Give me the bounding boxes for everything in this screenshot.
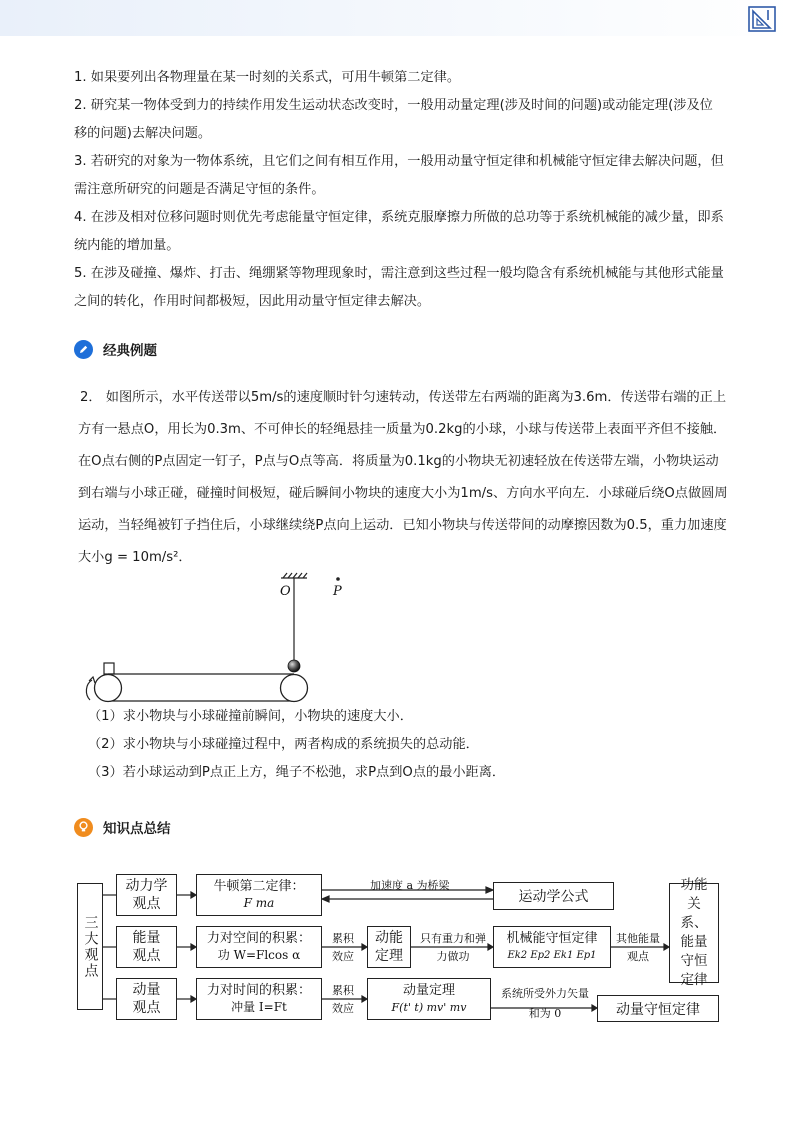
kinetic-theorem-label: 动能定理 [375,930,403,964]
triangle-ruler-icon [748,6,776,32]
bridge-label: 加速度 a 为桥梁 [370,879,450,892]
accum-effect-2: 累积效应 [332,984,354,1015]
momentum-cons-label: 动量守恒定律 [616,1001,700,1018]
impulse-formula: 冲量 I=Ft [231,1000,287,1014]
energy-view-label: 能量观点 [132,930,161,964]
momentum-view-box [116,978,177,1020]
question-2: （2）求小物块与小球碰撞过程中，两者构成的系统损失的总动能． [88,737,479,752]
accum-effect-1: 累积效应 [332,932,354,963]
problem-statement: 2． 如图所示，水平传送带以5m/s的速度顺时针匀速转动，传送带左右两端的距离为3.6m．传送带右端的正上方有一悬点O，用长为0.3m、不可伸长的轻绳悬挂一质量为0.2kg的小球，小球与传送带上表面平齐但不接触．在O点右侧的P点固定一钉子，P点与O点等高．将质量为0.1kg的小物块无初速轻放在传送带左端，小物块运动到右端与小球正碰，碰撞时间极短，碰后瞬间小物块的速度大小为1m/s、方向水平向左．小球碰后绕O点做圆周运动，当轻绳被钉子挡住后，小球继续绕P点向上运动．已知小物块与传送带间的动摩擦因数为0.5，重力加速度大小g = 10m/s²． [78,390,728,565]
rotation-arrow-icon [86,680,92,700]
conveyor-belt [95,674,308,702]
summary-point-4: 4. 在涉及相对位移问题时则优先考虑能量守恒定律，系统克服摩擦力所做的总功等于系统机械能的减少量，即系统内能的增加量。 [74,210,724,253]
only-gravity-label: 只有重力和弹力做功 [420,932,486,963]
mech-formula: Ek2 Ep2 Ek1 Ep1 [507,950,597,961]
section-heading-summary [74,816,171,838]
other-energy-label: 其他能量观点 [616,932,660,963]
three-views-box [77,883,103,1010]
summary-point-3: 3. 若研究的对象为一物体系统，且它们之间有相互作用，一般用动量守恒定律和机械能守恒定律去解决问题，但需注意所研究的问题是否满足守恒的条件。 [74,154,724,197]
mech-cons-box [493,926,611,968]
mech-cons-label: 机械能守恒定律 [506,931,598,946]
dynamics-view-label: 动力学观点 [125,878,168,912]
summary-point-2: 2. 研究某一物体受到力的持续作用发生运动状态改变时，一般用动量定理(涉及时间的问题)或动能定理(涉及位移的问题)去解决问题。 [74,98,713,141]
question-1: （1）求小物块与小球碰撞前瞬间，小物块的速度大小． [88,709,413,724]
newton-law-box [196,874,322,916]
momentum-formula: F(t' t) mv' mv [391,1001,467,1014]
section-title: 知识点总结 [103,821,171,837]
label-o: O [280,584,291,599]
momentum-view-label: 动量观点 [132,982,161,1016]
section-heading-example [74,338,157,360]
summary-point-1: 1. 如果要列出各物理量在某一时刻的关系式，可用牛顿第二定律。 [74,70,461,85]
kinematics-label: 运动学公式 [518,889,589,905]
work-energy-label: 功能关系、能量守恒定律 [680,877,708,988]
question-3: （3）若小球运动到P点正上方，绳子不松弛，求P点到O点的最小距离． [88,765,506,780]
kinetic-theorem-box [367,926,411,968]
label-p: P [333,584,342,599]
time-accum-label: 力对时间的积累： [206,983,311,998]
section-title: 经典例题 [103,343,157,359]
work-formula: 功 W=Flcos α [217,948,301,962]
space-accum-label: 力对空间的积累： [206,931,311,946]
momentum-theorem-box [367,978,491,1020]
ext-force-zero-label: 系统所受外力矢量和为 0 [501,987,589,1020]
dynamics-view-box [116,874,177,916]
summary-point-5: 5. 在涉及碰撞、爆炸、打击、绳绷紧等物理现象时，需注意到这些过程一般均隐含有系统机械能与其他形式能量之间的转化，作用时间都极短，因此用动量守恒定律去解决。 [74,266,724,309]
three-views-label: 三大观点 [82,914,99,979]
small-ball [288,660,300,672]
newton-formula: F ma [243,896,275,910]
work-energy-box [669,877,719,988]
small-block [104,663,114,674]
kinematics-box [493,882,614,910]
momentum-cons-box [597,995,719,1022]
energy-view-box [116,926,177,968]
top-banner [0,0,794,36]
lightbulb-icon [74,818,93,837]
momentum-theorem-label: 动量定理 [402,983,455,998]
time-accum-box [196,978,322,1020]
nail-point-p [336,577,340,581]
newton-law-label: 牛顿第二定律： [213,879,305,894]
space-accum-box [196,926,322,968]
pencil-icon [74,340,93,359]
